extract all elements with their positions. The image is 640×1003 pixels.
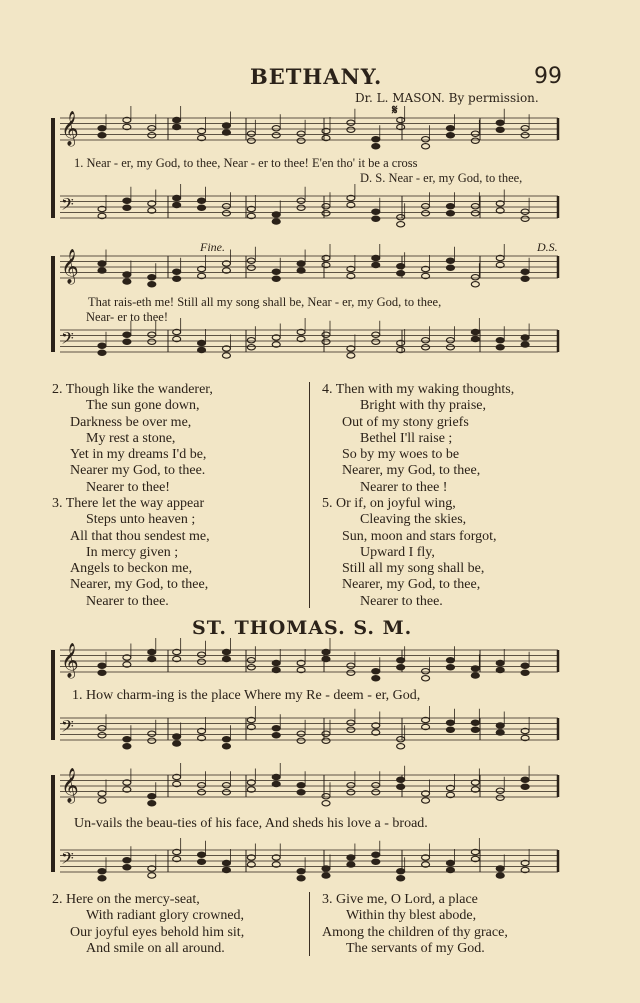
note-head bbox=[198, 347, 206, 352]
note-head bbox=[272, 133, 280, 138]
note-head bbox=[222, 656, 230, 661]
verse-line: 2. Here on the mercy-seat, bbox=[52, 892, 200, 907]
note-head bbox=[372, 216, 380, 221]
note-head bbox=[397, 876, 405, 881]
music-lyric-line: That rais-eth me! Still all my song shall be, Near - er, my God, to thee, bbox=[88, 295, 442, 309]
note-head bbox=[397, 744, 405, 749]
verse-line: Still all my song shall be, bbox=[342, 561, 485, 577]
note-head bbox=[496, 730, 504, 735]
treble-clef-icon: 𝄞 bbox=[61, 249, 79, 284]
note-head bbox=[422, 211, 430, 216]
bass-clef-icon: 𝄢 bbox=[61, 848, 74, 872]
note-head bbox=[446, 665, 454, 670]
note-head bbox=[123, 279, 131, 284]
note-head bbox=[297, 731, 305, 736]
note-head bbox=[272, 126, 280, 131]
note-head bbox=[347, 727, 355, 732]
note-head bbox=[272, 212, 280, 217]
note-head bbox=[397, 264, 405, 269]
note-head bbox=[198, 859, 206, 864]
note-head bbox=[98, 126, 106, 131]
note-head bbox=[198, 659, 206, 664]
note-head bbox=[148, 801, 156, 806]
note-head bbox=[123, 332, 131, 337]
note-head bbox=[397, 777, 405, 782]
bass-clef-icon: 𝄢 bbox=[61, 716, 74, 740]
note-head bbox=[222, 211, 230, 216]
note-head bbox=[198, 790, 206, 795]
note-head bbox=[521, 276, 529, 281]
note-head bbox=[496, 127, 504, 132]
note-head bbox=[372, 852, 380, 857]
verse-line: Nearer, my God, to thee, bbox=[70, 577, 209, 593]
note-head bbox=[98, 350, 106, 355]
note-head bbox=[496, 866, 504, 871]
music-lyric-line: 1. How charm-ing is the place Where my Re - deem - er, God, bbox=[72, 688, 421, 703]
note-head bbox=[347, 663, 355, 668]
note-head bbox=[322, 656, 330, 661]
verse-3 bbox=[52, 496, 210, 610]
note-head bbox=[372, 209, 380, 214]
treble-clef-icon: 𝄞 bbox=[61, 768, 79, 803]
note-head bbox=[397, 271, 405, 276]
note-head bbox=[222, 860, 230, 865]
note-head bbox=[297, 876, 305, 881]
note-head bbox=[446, 265, 454, 270]
note-head bbox=[521, 342, 529, 347]
note-head bbox=[372, 332, 380, 337]
note-head bbox=[148, 332, 156, 337]
note-head bbox=[98, 733, 106, 738]
note-head bbox=[123, 737, 131, 742]
note-head bbox=[372, 676, 380, 681]
note-head bbox=[148, 656, 156, 661]
note-head bbox=[347, 720, 355, 725]
note-head bbox=[446, 867, 454, 872]
note-head bbox=[98, 261, 106, 266]
note-head bbox=[297, 198, 305, 203]
note-head bbox=[521, 126, 529, 131]
note-head bbox=[222, 737, 230, 742]
note-head bbox=[148, 738, 156, 743]
note-head bbox=[272, 726, 280, 731]
note-head bbox=[173, 202, 181, 207]
note-head bbox=[521, 269, 529, 274]
note-head bbox=[471, 204, 479, 209]
note-head bbox=[446, 133, 454, 138]
verse-line: Nearer to thee! bbox=[86, 479, 170, 495]
note-head bbox=[372, 144, 380, 149]
note-head bbox=[98, 798, 106, 803]
note-head bbox=[322, 211, 330, 216]
note-head bbox=[471, 329, 479, 334]
note-head bbox=[222, 204, 230, 209]
verse-2 bbox=[52, 382, 213, 496]
note-head bbox=[496, 795, 504, 800]
verse-line: Out of my stony griefs bbox=[342, 414, 469, 430]
note-head bbox=[198, 205, 206, 210]
note-head bbox=[446, 338, 454, 343]
verse-line: In mercy given ; bbox=[86, 544, 179, 560]
note-head bbox=[173, 741, 181, 746]
note-head bbox=[247, 665, 255, 670]
note-head bbox=[521, 784, 529, 789]
note-head bbox=[173, 276, 181, 281]
verse-line: 3. There let the way appear bbox=[52, 496, 205, 511]
note-head bbox=[123, 272, 131, 277]
note-head bbox=[297, 268, 305, 273]
note-head bbox=[322, 731, 330, 736]
verse-line: The sun gone down, bbox=[86, 398, 200, 414]
music-lyric-line: D. S. Near - er, my God, to thee, bbox=[360, 171, 523, 185]
note-head bbox=[148, 339, 156, 344]
note-head bbox=[322, 801, 330, 806]
note-head bbox=[471, 138, 479, 143]
music-lyric-line: 1. Near - er, my God, to thee, Near - er to thee! E'en tho' it be a cross bbox=[74, 156, 418, 170]
verse-line: Steps unto heaven ; bbox=[86, 512, 196, 528]
note-head bbox=[521, 216, 529, 221]
note-head bbox=[222, 867, 230, 872]
note-head bbox=[471, 282, 479, 287]
note-head bbox=[521, 335, 529, 340]
verse-line: Sun, moon and stars forgot, bbox=[342, 528, 497, 544]
note-head bbox=[347, 790, 355, 795]
fine-mark: Fine. bbox=[200, 240, 225, 254]
verse-5 bbox=[322, 496, 497, 610]
note-head bbox=[148, 126, 156, 131]
verse-line: Nearer to thee ! bbox=[360, 479, 448, 495]
note-head bbox=[173, 269, 181, 274]
note-head bbox=[446, 860, 454, 865]
note-head bbox=[322, 332, 330, 337]
note-head bbox=[297, 738, 305, 743]
verse-line: All that thou sendest me, bbox=[70, 528, 210, 544]
note-head bbox=[322, 738, 330, 743]
note-head bbox=[372, 790, 380, 795]
verse-line: 4. Then with my waking thoughts, bbox=[322, 382, 515, 397]
note-head bbox=[297, 869, 305, 874]
note-head bbox=[98, 869, 106, 874]
verse-line: Nearer, my God, to thee, bbox=[342, 577, 481, 593]
note-head bbox=[322, 649, 330, 654]
note-head bbox=[322, 873, 330, 878]
note-head bbox=[521, 777, 529, 782]
note-head bbox=[173, 195, 181, 200]
note-head bbox=[322, 339, 330, 344]
column-divider bbox=[309, 382, 310, 608]
note-head bbox=[272, 269, 280, 274]
note-head bbox=[247, 658, 255, 663]
note-head bbox=[123, 198, 131, 203]
note-head bbox=[98, 268, 106, 273]
note-head bbox=[347, 670, 355, 675]
verse-st-thomas-3 bbox=[322, 892, 508, 957]
note-head bbox=[397, 784, 405, 789]
note-head bbox=[446, 658, 454, 663]
note-head bbox=[272, 276, 280, 281]
verse-line: Bright with thy praise, bbox=[360, 398, 486, 414]
note-head bbox=[372, 859, 380, 864]
note-head bbox=[496, 667, 504, 672]
note-head bbox=[272, 733, 280, 738]
verse-line: 5. Or if, on joyful wing, bbox=[322, 496, 456, 511]
note-head bbox=[372, 669, 380, 674]
note-head bbox=[297, 261, 305, 266]
note-head bbox=[222, 744, 230, 749]
segno-mark: 𝄋 bbox=[392, 103, 398, 118]
note-head bbox=[496, 660, 504, 665]
composer-credit: Dr. L. MASON. By permission. bbox=[355, 91, 539, 105]
note-head bbox=[347, 855, 355, 860]
note-head bbox=[297, 783, 305, 788]
note-head bbox=[173, 734, 181, 739]
note-head bbox=[98, 663, 106, 668]
note-head bbox=[297, 138, 305, 143]
note-head bbox=[422, 137, 430, 142]
note-head bbox=[247, 258, 255, 263]
note-head bbox=[222, 130, 230, 135]
note-head bbox=[422, 204, 430, 209]
verse-line: Bethel I'll raise ; bbox=[360, 430, 453, 446]
note-head bbox=[422, 669, 430, 674]
note-head bbox=[148, 649, 156, 654]
note-head bbox=[272, 660, 280, 665]
note-head bbox=[272, 219, 280, 224]
note-head bbox=[198, 652, 206, 657]
note-head bbox=[148, 275, 156, 280]
note-head bbox=[148, 731, 156, 736]
note-head bbox=[521, 209, 529, 214]
hymn-title-bethany: BETHANY. bbox=[250, 64, 383, 89]
note-head bbox=[521, 663, 529, 668]
verse-st-thomas-2 bbox=[52, 892, 244, 957]
note-head bbox=[521, 133, 529, 138]
note-head bbox=[247, 131, 255, 136]
verse-line: Nearer my God, to thee. bbox=[70, 463, 206, 479]
note-head bbox=[446, 720, 454, 725]
treble-clef-icon: 𝄞 bbox=[61, 643, 79, 678]
note-head bbox=[471, 673, 479, 678]
verse-line: And smile on all around. bbox=[86, 940, 225, 956]
verse-line: Within thy blest abode, bbox=[346, 908, 477, 924]
verse-4 bbox=[322, 382, 514, 496]
note-head bbox=[347, 862, 355, 867]
note-head bbox=[247, 338, 255, 343]
note-head bbox=[372, 255, 380, 260]
note-head bbox=[471, 275, 479, 280]
note-head bbox=[98, 726, 106, 731]
note-head bbox=[322, 866, 330, 871]
verse-line: Nearer to thee. bbox=[360, 593, 443, 609]
note-head bbox=[148, 873, 156, 878]
note-head bbox=[98, 876, 106, 881]
note-head bbox=[471, 336, 479, 341]
note-head bbox=[521, 670, 529, 675]
note-head bbox=[471, 720, 479, 725]
music-lyric-line: Near- er to thee! bbox=[86, 310, 168, 324]
verse-line: Among the children of thy grace, bbox=[322, 924, 508, 940]
note-head bbox=[496, 345, 504, 350]
note-head bbox=[222, 790, 230, 795]
note-head bbox=[496, 120, 504, 125]
note-head bbox=[198, 198, 206, 203]
note-head bbox=[397, 869, 405, 874]
note-head bbox=[372, 339, 380, 344]
note-head bbox=[471, 666, 479, 671]
note-head bbox=[446, 345, 454, 350]
note-head bbox=[422, 676, 430, 681]
note-head bbox=[496, 338, 504, 343]
note-head bbox=[446, 204, 454, 209]
note-head bbox=[272, 781, 280, 786]
note-head bbox=[272, 774, 280, 779]
ds-mark: D.S. bbox=[537, 240, 558, 254]
bass-clef-icon: 𝄢 bbox=[61, 328, 74, 352]
note-head bbox=[347, 120, 355, 125]
note-head bbox=[496, 723, 504, 728]
note-head bbox=[446, 727, 454, 732]
verse-line: Darkness be over me, bbox=[70, 414, 192, 430]
note-head bbox=[496, 873, 504, 878]
note-head bbox=[123, 339, 131, 344]
note-head bbox=[297, 205, 305, 210]
note-head bbox=[98, 133, 106, 138]
note-head bbox=[247, 265, 255, 270]
note-head bbox=[222, 649, 230, 654]
note-head bbox=[123, 865, 131, 870]
note-head bbox=[397, 658, 405, 663]
note-head bbox=[297, 790, 305, 795]
note-head bbox=[422, 798, 430, 803]
note-head bbox=[322, 204, 330, 209]
hymn-title-st-thomas: ST. THOMAS. S. M. bbox=[192, 617, 413, 639]
note-head bbox=[397, 222, 405, 227]
note-head bbox=[123, 205, 131, 210]
verse-line: Angels to beckon me, bbox=[70, 561, 193, 577]
note-head bbox=[446, 126, 454, 131]
note-head bbox=[148, 282, 156, 287]
note-head bbox=[471, 131, 479, 136]
treble-clef-icon: 𝄞 bbox=[61, 111, 79, 146]
note-head bbox=[372, 262, 380, 267]
verse-line: Yet in my dreams I'd be, bbox=[70, 447, 207, 463]
column-divider bbox=[309, 892, 310, 956]
verse-line: With radiant glory crowned, bbox=[86, 908, 245, 924]
note-head bbox=[471, 727, 479, 732]
note-head bbox=[198, 852, 206, 857]
note-head bbox=[297, 131, 305, 136]
verse-line: So by my woes to be bbox=[342, 447, 460, 463]
note-head bbox=[397, 737, 405, 742]
note-head bbox=[148, 133, 156, 138]
note-head bbox=[123, 744, 131, 749]
note-head bbox=[198, 340, 206, 345]
note-head bbox=[322, 794, 330, 799]
verse-line: Cleaving the skies, bbox=[360, 512, 467, 528]
note-head bbox=[397, 665, 405, 670]
note-head bbox=[347, 127, 355, 132]
note-head bbox=[372, 783, 380, 788]
note-head bbox=[397, 215, 405, 220]
note-head bbox=[347, 353, 355, 358]
verse-line: Nearer to thee. bbox=[86, 593, 169, 609]
verse-line: 2. Though like the wanderer, bbox=[52, 382, 213, 397]
note-head bbox=[422, 338, 430, 343]
verse-line: Nearer, my God, to thee, bbox=[342, 463, 481, 479]
note-head bbox=[422, 345, 430, 350]
page-number: 99 bbox=[534, 64, 562, 89]
note-head bbox=[148, 794, 156, 799]
verse-line: Upward I fly, bbox=[360, 544, 435, 560]
note-head bbox=[496, 788, 504, 793]
note-head bbox=[98, 343, 106, 348]
note-head bbox=[446, 258, 454, 263]
note-head bbox=[272, 667, 280, 672]
verse-line: My rest a stone, bbox=[86, 430, 176, 446]
note-head bbox=[198, 783, 206, 788]
note-head bbox=[123, 858, 131, 863]
note-head bbox=[347, 783, 355, 788]
note-head bbox=[422, 144, 430, 149]
note-head bbox=[222, 123, 230, 128]
note-head bbox=[446, 211, 454, 216]
bass-clef-icon: 𝄢 bbox=[61, 194, 74, 218]
note-head bbox=[372, 137, 380, 142]
note-head bbox=[247, 138, 255, 143]
note-head bbox=[98, 670, 106, 675]
note-head bbox=[222, 353, 230, 358]
verse-line: Our joyful eyes behold him sit, bbox=[70, 924, 245, 940]
music-lyric-line: Un-vails the beau-ties of his face, And sheds his love a - broad. bbox=[74, 816, 428, 831]
note-head bbox=[222, 783, 230, 788]
verse-line: The servants of my God. bbox=[346, 940, 485, 956]
note-head bbox=[471, 211, 479, 216]
note-head bbox=[173, 124, 181, 129]
note-head bbox=[173, 117, 181, 122]
verse-line: 3. Give me, O Lord, a place bbox=[322, 892, 478, 907]
note-head bbox=[247, 345, 255, 350]
